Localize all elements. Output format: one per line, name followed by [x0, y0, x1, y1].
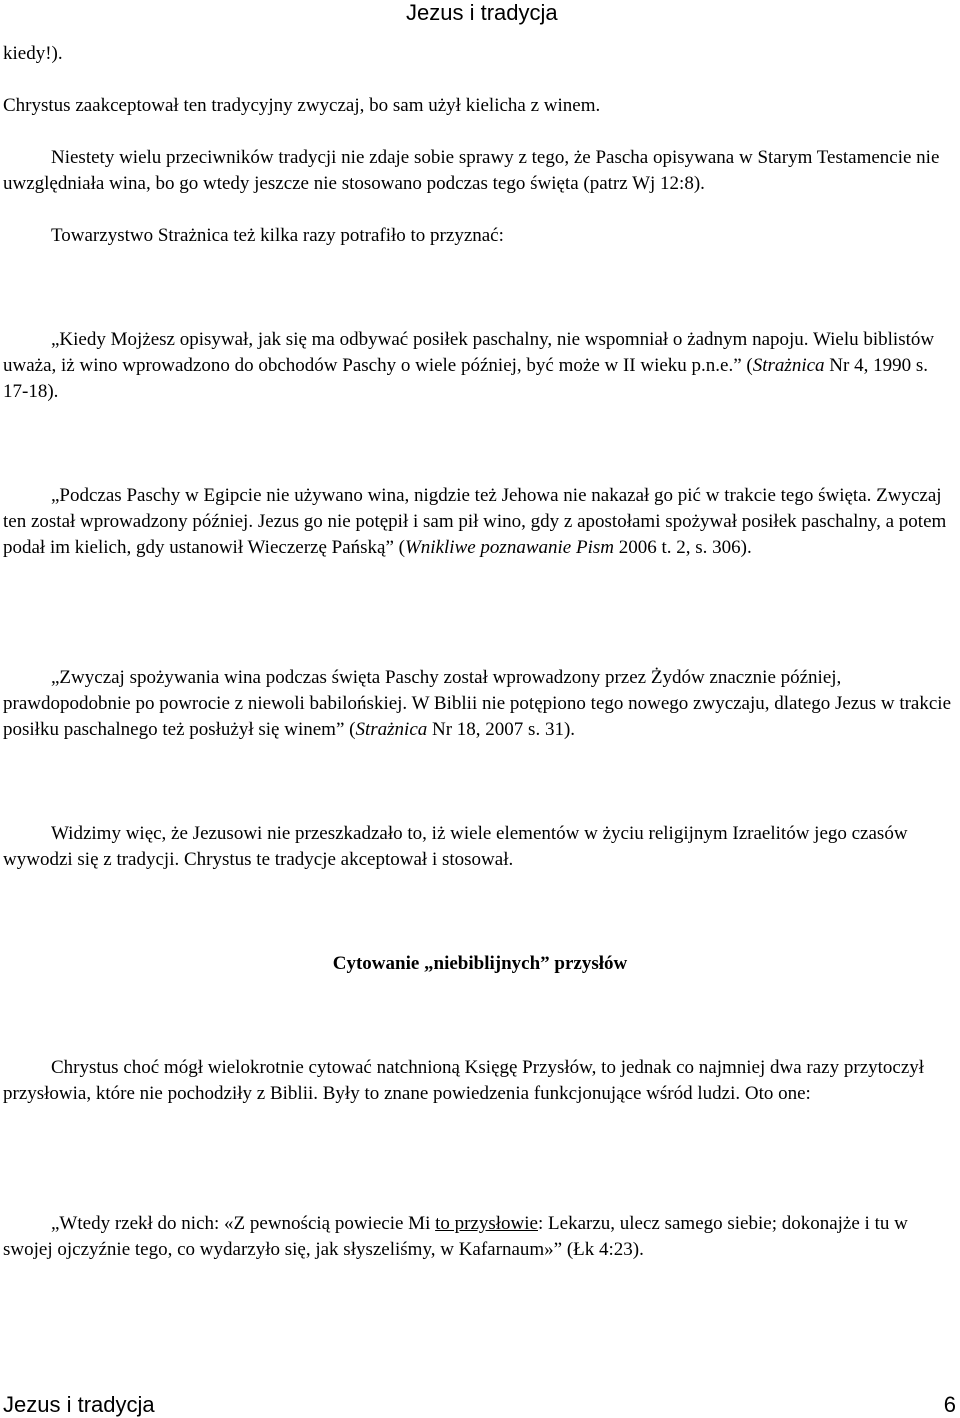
quote-text: „Kiedy Mojżesz opisywał, jak się ma odbywać posiłek paschalny, nie wspomniał o żadnym napoju. Wielu biblistów uważa, iż wino wprowadzono do obchodów Paschy o wiele później, być może w II wieku p.n.e.” ( — [3, 329, 935, 376]
footer-title: Jezus i tradycja — [3, 1392, 155, 1417]
quote-text-end: : Lekarzu, ulecz samego siebie; dokonajże i tu w swojej ojczyźnie tego, co wydarzyło się, jak słyszeliśmy, w Kafarnaum»” (Łk 4:23). — [3, 1213, 908, 1260]
quote-lukasz — [3, 1211, 958, 1263]
underlined-phrase: to przysłowie — [435, 1213, 538, 1234]
quote-source: Strażnica — [355, 719, 428, 740]
paragraph-towarzystwo: Towarzystwo Strażnica też kilka razy potrafiło to przyznać: — [51, 225, 504, 246]
quote-straznica-1990 — [3, 327, 958, 405]
quote-reference: 2006 t. 2, s. 306). — [613, 537, 752, 558]
quote-reference: Nr 18, 2007 s. 31). — [427, 719, 576, 740]
quote-straznica-2007 — [3, 665, 958, 743]
quote-text: „Podczas Paschy w Egipcie nie używano wina, nigdzie też Jehowa nie nakazał go pić w trakcie tego święta. Zwyczaj ten został wprowadzony później. Jezus go nie potępił i sam pił wino, gdy z apostołami spożywał posiłek paschalny, a potem podał im kielich, gdy ustanowił Wieczerzę Pańską” ( — [3, 485, 947, 558]
section-title: Cytowanie „niebiblijnych” przysłów — [332, 953, 628, 974]
quote-text: „Zwyczaj spożywania wina podczas święta Paschy został wprowadzony przez Żydów znacznie później, prawdopodobnie po powrocie z niewoli babilońskiej. W Biblii nie potępiono tego nowego zwyczaju, dlatego Jezus w trakcie posiłku paschalnego też posłużył się winem” ( — [3, 667, 952, 740]
quote-text: „Wtedy rzekł do nich: «Z pewnością powiecie Mi — [51, 1213, 436, 1234]
paragraph-fragment: kiedy!). — [3, 43, 63, 64]
page-number: 6 — [943, 1392, 956, 1417]
paragraph-widzimy: Widzimy więc, że Jezusowi nie przeszkadzało to, iż wiele elementów w życiu religijnym Izraelitów jego czasów wywodzi się z tradycji. Chrystus te tradycje akceptował i stosował. — [3, 823, 908, 870]
paragraph-niestety: Niestety wielu przeciwników tradycji nie zdaje sobie sprawy z tego, że Pascha opisywana w Starym Testamencie nie uwzględniała wina, bo go wtedy jeszcze nie stosowano podczas tego święta (patrz Wj 12:8). — [3, 147, 940, 194]
quote-reference: Nr 4, 1990 s. 17-18). — [3, 355, 928, 402]
quote-wnikliwe-poznawanie — [3, 483, 958, 561]
paragraph-chrystus: Chrystus zaakceptował ten tradycyjny zwyczaj, bo sam użył kielicha z winem. — [3, 95, 601, 116]
quote-source: Wnikliwe poznawanie Pism — [404, 537, 614, 558]
quote-source: Strażnica — [752, 355, 825, 376]
page-header: Jezus i tradycja — [406, 0, 558, 25]
paragraph-przyslowia: Chrystus choć mógł wielokrotnie cytować natchnioną Księgę Przysłów, to jednak co najmniej dwa razy przytoczył przysłowia, które nie pochodziły z Biblii. Były to znane powiedzenia funkcjonujące wśród ludzi. Oto one: — [3, 1057, 925, 1104]
